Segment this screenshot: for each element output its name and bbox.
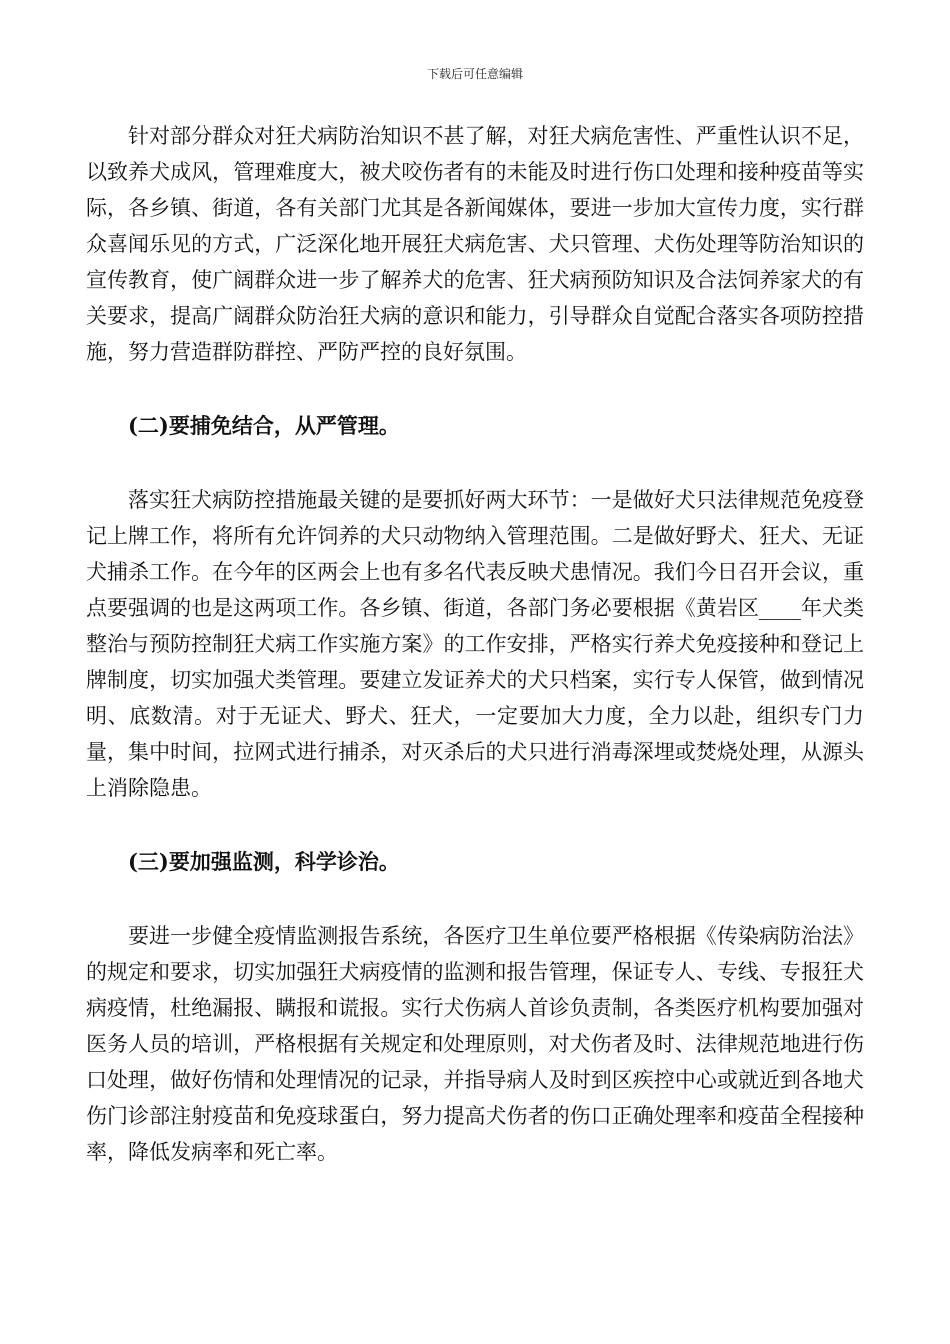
section-heading-3: (三)要加强监测，科学诊治。 xyxy=(128,849,400,874)
paragraph-spacer xyxy=(86,806,864,844)
document-body xyxy=(86,118,864,1170)
heading-spacer xyxy=(86,444,864,482)
heading-spacer xyxy=(86,880,864,918)
section-heading-2: (二)要捕免结合，从严管理。 xyxy=(128,413,400,438)
body-paragraph-2: 落实狂犬病防控措施最关键的是要抓好两大环节：一是做好犬只法律规范免疫登记上牌工作，将所有允许饲养的犬只动物纳入管理范围。二是做好野犬、狂犬、无证犬捕杀工作。在今年的区两会上也有多名代表反映犬患情况。我们今日召开会议，重点要强调的也是这两项工作。各乡镇、街道，各部门务必要根据《黄岩区____年犬类整治与预防控制狂犬病工作实施方案》的工作安排，严格实行养犬免疫接种和登记上牌制度，切实加强犬类管理。要建立发证养犬的犬只档案，实行专人保管，做到情况明、底数清。对于无证犬、野犬、狂犬，一定要加大力度，全力以赴，组织专门力量，集中时间，拉网式进行捕杀，对灭杀后的犬只进行消毒深埋或焚烧处理，从源头上消除隐患。 xyxy=(86,488,864,800)
body-paragraph-3: 要进一步健全疫情监测报告系统，各医疗卫生单位要严格根据《传染病防治法》的规定和要求，切实加强狂犬病疫情的监测和报告管理，保证专人、专线、专报狂犬病疫情，杜绝漏报、瞒报和谎报。实行犬伤病人首诊负责制，各类医疗机构要加强对医务人员的培训，严格根据有关规定和处理原则，对犬伤者及时、法律规范地进行伤口处理，做好伤情和处理情况的记录，并指导病人及时到区疾控中心或就近到各地犬伤门诊部注射疫苗和免疫球蛋白，努力提高犬伤者的伤口正确处理率和疫苗全程接种率，降低发病率和死亡率。 xyxy=(86,924,864,1164)
page-header: 下载后可任意编辑 xyxy=(426,67,523,81)
paragraph-spacer xyxy=(86,370,864,408)
body-paragraph-1: 针对部分群众对狂犬病防治知识不甚了解，对狂犬病危害性、严重性认识不足，以致养犬成风，管理难度大，被犬咬伤者有的未能及时进行伤口处理和接种疫苗等实际，各乡镇、街道，各有关部门尤其是各新闻媒体，要进一步加大宣传力度，实行群众喜闻乐见的方式，广泛深化地开展狂犬病危害、犬只管理、犬伤处理等防治知识的宣传教育，使广阔群众进一步了解养犬的危害、狂犬病预防知识及合法饲养家犬的有关要求，提高广阔群众防治狂犬病的意识和能力，引导群众自觉配合落实各项防控措施，努力营造群防群控、严防严控的良好氛围。 xyxy=(86,124,864,364)
